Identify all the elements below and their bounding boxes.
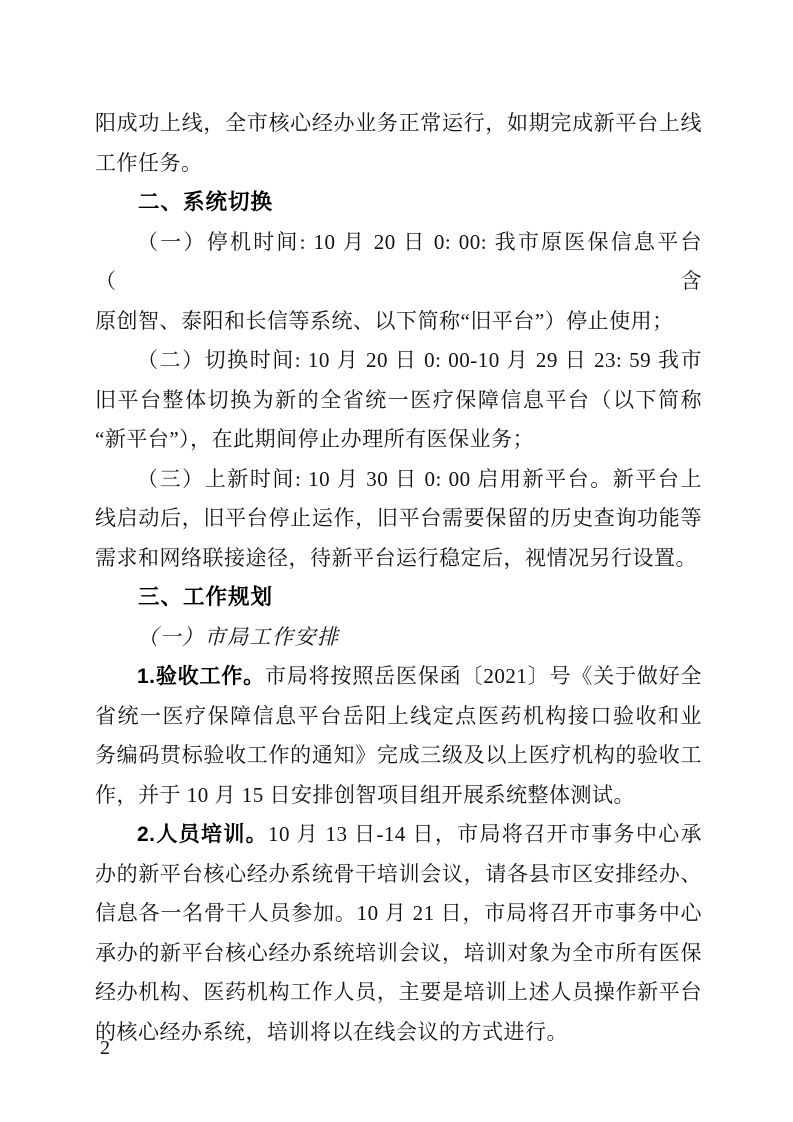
text-line: 阳成功上线，全市核心经办业务正常运行，如期完成新平台上线 (95, 111, 702, 135)
section-heading: 二、系统切换 (138, 190, 274, 214)
text-line: 1.验收工作。市局将按照岳医保函〔2021〕号《关于做好全 (137, 664, 703, 688)
text-line: 务编码贯标验收工作的通知》完成三级及以上医疗机构的验收工 (95, 743, 702, 767)
text-line: 线启动后，旧平台停止运作，旧平台需要保留的历史查询功能等 (95, 506, 702, 530)
document-body (95, 104, 702, 1052)
paragraph (95, 223, 702, 342)
paragraph (95, 460, 702, 579)
text-line: 旧平台整体切换为新的全省统一医疗保障信息平台（以下简称 (95, 387, 702, 412)
text-line: 办的新平台核心经办系统骨干培训会议，请各县市区安排经办、 (95, 861, 702, 886)
text-line: 原创智、泰阳和长信等系统、以下简称“旧平台”）停止使用； (95, 308, 674, 333)
text-line: 经办机构、医药机构工作人员，主要是培训上述人员操作新平台 (95, 980, 702, 1004)
paragraph (95, 341, 702, 460)
paragraph (95, 104, 702, 183)
text-line: （二）切换时间: 10 月 20 日 0: 00-10 月 29 日 23: 59 我市 (137, 348, 702, 372)
text-line: 的核心经办系统，培训将以在线会议的方式进行。 (95, 1019, 568, 1044)
text-line: 2.人员培训。10 月 13 日-14 日，市局将召开市事务中心承 (137, 822, 702, 846)
paragraph (95, 657, 702, 815)
bold-lead-label: 1.验收工作。 (137, 665, 266, 688)
text-line: 需求和网络联接途径，待新平台运行稳定后，视情况另行设置。 (95, 545, 697, 570)
text-line: （三）上新时间: 10 月 30 日 0: 00 启用新平台。新平台上 (137, 466, 702, 491)
text-line: （一）停机时间: 10 月 20 日 0: 00: 我市原医保信息平台（含 (95, 229, 702, 293)
text-line: 作，并于 10 月 15 日安排创智项目组开展系统整体测试。 (95, 782, 635, 807)
text-line: “新平台”），在此期间停止办理所有医保业务； (95, 427, 535, 451)
text-line: 工作任务。 (95, 150, 203, 175)
text-line: 省统一医疗保障信息平台岳阳上线定点医药机构接口验收和业 (95, 703, 702, 728)
page-number: 2 (100, 1037, 110, 1059)
sub-section-heading: （一）市局工作安排 (137, 624, 340, 649)
paragraph (95, 815, 702, 1052)
text-line: 承办的新平台核心经办系统培训会议，培训对象为全市所有医保 (95, 940, 702, 965)
section-heading: 三、工作规划 (138, 585, 274, 609)
text-line: 信息各一名骨干人员参加。10 月 21 日，市局将召开市事务中心 (95, 901, 702, 925)
bold-lead-label: 2.人员培训。 (137, 823, 269, 846)
